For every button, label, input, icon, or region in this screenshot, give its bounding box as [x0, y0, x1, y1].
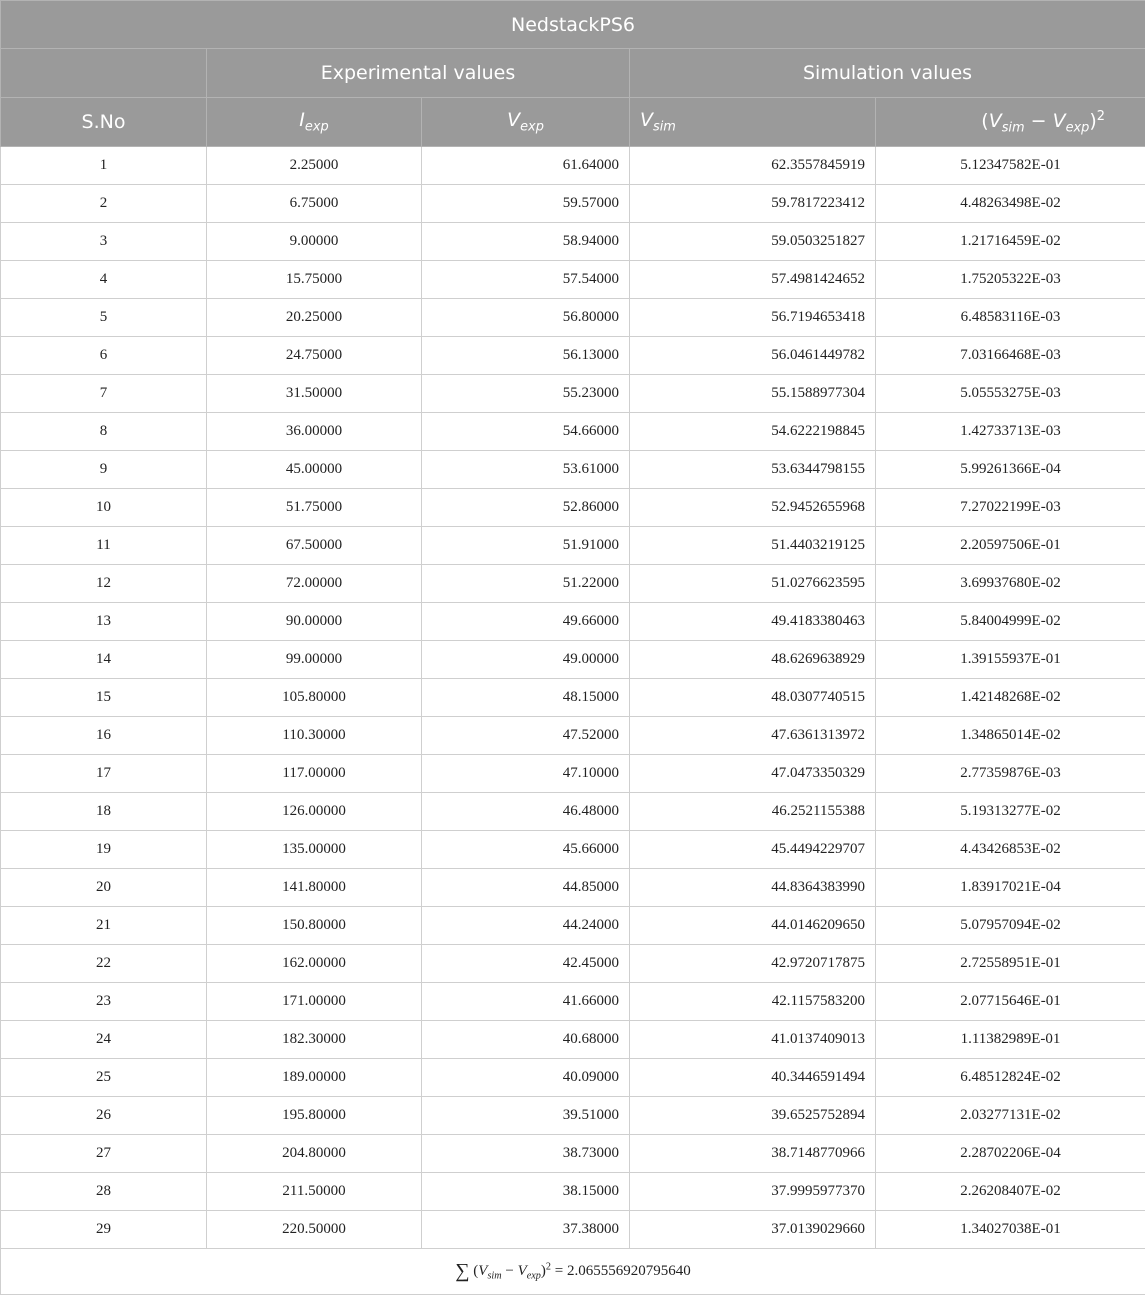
cell-sno: 25 — [1, 1059, 207, 1097]
cell-vsim: 37.0139029660 — [630, 1211, 876, 1249]
cell-squared-error: 1.42148268E-02 — [876, 679, 1145, 717]
cell-sno: 15 — [1, 679, 207, 717]
cell-vsim: 40.3446591494 — [630, 1059, 876, 1097]
cell-vsim: 51.0276623595 — [630, 565, 876, 603]
cell-vexp: 51.22000 — [422, 565, 630, 603]
cell-vsim: 42.1157583200 — [630, 983, 876, 1021]
cell-squared-error: 1.42733713E-03 — [876, 413, 1145, 451]
table-title: NedstackPS6 — [1, 1, 1145, 49]
vsim-subscript: sim — [653, 119, 676, 135]
sq-close: ) — [1089, 109, 1097, 132]
cell-squared-error: 1.39155937E-01 — [876, 641, 1145, 679]
table-row — [1, 717, 1145, 755]
cell-sno: 22 — [1, 945, 207, 983]
cell-vexp: 59.57000 — [422, 185, 630, 223]
sq-open: ( — [981, 109, 989, 132]
cell-iexp: 117.00000 — [207, 755, 422, 793]
cell-sno: 4 — [1, 261, 207, 299]
cell-sno: 1 — [1, 147, 207, 185]
cell-vexp: 56.13000 — [422, 337, 630, 375]
cell-squared-error: 5.19313277E-02 — [876, 793, 1145, 831]
sq-s2: exp — [1065, 120, 1090, 136]
table-row — [1, 1211, 1145, 1249]
cell-sno: 13 — [1, 603, 207, 641]
cell-vexp: 53.61000 — [422, 451, 630, 489]
simulation-group-header: Simulation values — [630, 49, 1145, 98]
cell-sno: 18 — [1, 793, 207, 831]
cell-vsim: 48.6269638929 — [630, 641, 876, 679]
cell-vexp: 48.15000 — [422, 679, 630, 717]
sum-equals: = — [554, 1263, 564, 1279]
cell-vexp: 41.66000 — [422, 983, 630, 1021]
cell-iexp: 220.50000 — [207, 1211, 422, 1249]
table-row — [1, 641, 1145, 679]
cell-squared-error: 2.77359876E-03 — [876, 755, 1145, 793]
sum-close: ) — [540, 1263, 546, 1279]
cell-sno: 21 — [1, 907, 207, 945]
cell-sno: 26 — [1, 1097, 207, 1135]
cell-vsim: 54.6222198845 — [630, 413, 876, 451]
table-row — [1, 299, 1145, 337]
cell-vsim: 59.0503251827 — [630, 223, 876, 261]
sum-value: 2.065556920795640 — [566, 1263, 691, 1279]
iexp-symbol: I — [299, 109, 305, 132]
iexp-subscript: exp — [304, 119, 329, 135]
sum-s1: sim — [487, 1270, 502, 1282]
cell-squared-error: 2.20597506E-01 — [876, 527, 1145, 565]
table-row — [1, 565, 1145, 603]
cell-squared-error: 5.07957094E-02 — [876, 907, 1145, 945]
cell-iexp: 204.80000 — [207, 1135, 422, 1173]
cell-vexp: 51.91000 — [422, 527, 630, 565]
table-row — [1, 755, 1145, 793]
sum-minus: − — [505, 1263, 514, 1279]
cell-iexp: 24.75000 — [207, 337, 422, 375]
cell-iexp: 150.80000 — [207, 907, 422, 945]
cell-iexp: 6.75000 — [207, 185, 422, 223]
cell-iexp: 211.50000 — [207, 1173, 422, 1211]
cell-sno: 12 — [1, 565, 207, 603]
cell-sno: 3 — [1, 223, 207, 261]
table-row — [1, 489, 1145, 527]
cell-squared-error: 1.21716459E-02 — [876, 223, 1145, 261]
cell-vexp: 42.45000 — [422, 945, 630, 983]
cell-vexp: 54.66000 — [422, 413, 630, 451]
cell-vsim: 51.4403219125 — [630, 527, 876, 565]
cell-vexp: 47.10000 — [422, 755, 630, 793]
sq-v2: V — [1052, 109, 1066, 132]
cell-squared-error: 7.27022199E-03 — [876, 489, 1145, 527]
cell-vsim: 39.6525752894 — [630, 1097, 876, 1135]
cell-sno: 11 — [1, 527, 207, 565]
cell-iexp: 189.00000 — [207, 1059, 422, 1097]
cell-sno: 2 — [1, 185, 207, 223]
cell-vsim: 37.9995977370 — [630, 1173, 876, 1211]
vsim-symbol: V — [640, 109, 653, 132]
table-row — [1, 907, 1145, 945]
cell-iexp: 2.25000 — [207, 147, 422, 185]
cell-iexp: 90.00000 — [207, 603, 422, 641]
cell-squared-error: 2.26208407E-02 — [876, 1173, 1145, 1211]
table-row — [1, 983, 1145, 1021]
cell-sno: 23 — [1, 983, 207, 1021]
cell-sno: 14 — [1, 641, 207, 679]
cell-squared-error: 1.34027038E-01 — [876, 1211, 1145, 1249]
cell-sno: 10 — [1, 489, 207, 527]
table-row — [1, 869, 1145, 907]
table-row — [1, 603, 1145, 641]
table-row — [1, 1059, 1145, 1097]
cell-iexp: 36.00000 — [207, 413, 422, 451]
cell-vsim: 56.0461449782 — [630, 337, 876, 375]
cell-vexp: 40.68000 — [422, 1021, 630, 1059]
cell-sno: 5 — [1, 299, 207, 337]
table-row — [1, 945, 1145, 983]
cell-vsim: 38.7148770966 — [630, 1135, 876, 1173]
cell-vexp: 37.38000 — [422, 1211, 630, 1249]
cell-vsim: 42.9720717875 — [630, 945, 876, 983]
cell-squared-error: 1.83917021E-04 — [876, 869, 1145, 907]
cell-iexp: 45.00000 — [207, 451, 422, 489]
vexp-symbol: V — [507, 109, 521, 132]
cell-squared-error: 6.48512824E-02 — [876, 1059, 1145, 1097]
cell-vexp: 52.86000 — [422, 489, 630, 527]
cell-squared-error: 2.28702206E-04 — [876, 1135, 1145, 1173]
table-footer — [1, 1249, 1145, 1295]
cell-vexp: 57.54000 — [422, 261, 630, 299]
cell-vexp: 46.48000 — [422, 793, 630, 831]
cell-sno: 7 — [1, 375, 207, 413]
table-row — [1, 793, 1145, 831]
sq-sup: 2 — [1096, 108, 1106, 124]
cell-squared-error: 3.69937680E-02 — [876, 565, 1145, 603]
cell-iexp: 171.00000 — [207, 983, 422, 1021]
table-row — [1, 261, 1145, 299]
cell-squared-error: 1.34865014E-02 — [876, 717, 1145, 755]
table-row — [1, 413, 1145, 451]
table-body — [1, 147, 1145, 1249]
cell-vsim: 56.7194653418 — [630, 299, 876, 337]
cell-vexp: 58.94000 — [422, 223, 630, 261]
col-header-vexp — [422, 98, 630, 147]
cell-iexp: 141.80000 — [207, 869, 422, 907]
cell-vexp: 44.85000 — [422, 869, 630, 907]
table-row — [1, 1173, 1145, 1211]
cell-sno: 16 — [1, 717, 207, 755]
cell-squared-error: 5.99261366E-04 — [876, 451, 1145, 489]
cell-vexp: 39.51000 — [422, 1097, 630, 1135]
col-header-squared-error — [876, 98, 1145, 147]
sq-v1: V — [988, 109, 1002, 132]
sno-group-spacer — [1, 49, 207, 98]
cell-iexp: 126.00000 — [207, 793, 422, 831]
cell-iexp: 110.30000 — [207, 717, 422, 755]
cell-sno: 19 — [1, 831, 207, 869]
sq-s1: sim — [1001, 120, 1025, 136]
table-row — [1, 451, 1145, 489]
cell-vsim: 44.8364383990 — [630, 869, 876, 907]
cell-iexp: 31.50000 — [207, 375, 422, 413]
cell-iexp: 67.50000 — [207, 527, 422, 565]
table-row — [1, 679, 1145, 717]
cell-vsim: 52.9452655968 — [630, 489, 876, 527]
cell-sno: 8 — [1, 413, 207, 451]
sum-sigma: ∑ — [455, 1260, 470, 1282]
cell-squared-error: 1.75205322E-03 — [876, 261, 1145, 299]
table-row — [1, 337, 1145, 375]
cell-squared-error: 2.07715646E-01 — [876, 983, 1145, 1021]
table-row — [1, 1021, 1145, 1059]
cell-iexp: 99.00000 — [207, 641, 422, 679]
cell-vsim: 53.6344798155 — [630, 451, 876, 489]
cell-sno: 9 — [1, 451, 207, 489]
cell-iexp: 135.00000 — [207, 831, 422, 869]
cell-squared-error: 2.72558951E-01 — [876, 945, 1145, 983]
cell-squared-error: 7.03166468E-03 — [876, 337, 1145, 375]
cell-iexp: 20.25000 — [207, 299, 422, 337]
vexp-subscript: exp — [520, 119, 544, 135]
cell-iexp: 72.00000 — [207, 565, 422, 603]
cell-vexp: 44.24000 — [422, 907, 630, 945]
cell-vsim: 44.0146209650 — [630, 907, 876, 945]
cell-sno: 24 — [1, 1021, 207, 1059]
table-row — [1, 527, 1145, 565]
cell-squared-error: 6.48583116E-03 — [876, 299, 1145, 337]
cell-iexp: 195.80000 — [207, 1097, 422, 1135]
cell-squared-error: 2.03277131E-02 — [876, 1097, 1145, 1135]
sum-open: ( — [473, 1263, 479, 1279]
cell-vsim: 62.3557845919 — [630, 147, 876, 185]
cell-vexp: 49.00000 — [422, 641, 630, 679]
sum-s2: exp — [526, 1270, 541, 1282]
cell-vexp: 47.52000 — [422, 717, 630, 755]
cell-vexp: 49.66000 — [422, 603, 630, 641]
col-header-sno: S.No — [1, 98, 207, 147]
sum-v1: V — [478, 1263, 488, 1279]
table-row — [1, 1097, 1145, 1135]
cell-sno: 28 — [1, 1173, 207, 1211]
table-row — [1, 375, 1145, 413]
cell-squared-error: 5.12347582E-01 — [876, 147, 1145, 185]
cell-vexp: 56.80000 — [422, 299, 630, 337]
cell-vsim: 59.7817223412 — [630, 185, 876, 223]
cell-squared-error: 5.84004999E-02 — [876, 603, 1145, 641]
table-row — [1, 147, 1145, 185]
table-row — [1, 831, 1145, 869]
cell-vexp: 55.23000 — [422, 375, 630, 413]
cell-vexp: 45.66000 — [422, 831, 630, 869]
cell-squared-error: 4.43426853E-02 — [876, 831, 1145, 869]
table-header — [1, 1, 1145, 147]
cell-sno: 17 — [1, 755, 207, 793]
experimental-group-header: Experimental values — [207, 49, 630, 98]
col-header-iexp — [207, 98, 422, 147]
cell-vsim: 55.1588977304 — [630, 375, 876, 413]
cell-squared-error: 4.48263498E-02 — [876, 185, 1145, 223]
table-row — [1, 223, 1145, 261]
cell-vsim: 47.6361313972 — [630, 717, 876, 755]
cell-iexp: 162.00000 — [207, 945, 422, 983]
cell-vexp: 38.15000 — [422, 1173, 630, 1211]
cell-iexp: 51.75000 — [207, 489, 422, 527]
cell-vexp: 40.09000 — [422, 1059, 630, 1097]
cell-vsim: 49.4183380463 — [630, 603, 876, 641]
col-header-vsim — [630, 98, 876, 147]
cell-iexp: 15.75000 — [207, 261, 422, 299]
cell-vsim: 48.0307740515 — [630, 679, 876, 717]
cell-vsim: 41.0137409013 — [630, 1021, 876, 1059]
cell-vexp: 38.73000 — [422, 1135, 630, 1173]
cell-vsim: 46.2521155388 — [630, 793, 876, 831]
cell-squared-error: 1.11382989E-01 — [876, 1021, 1145, 1059]
cell-sno: 6 — [1, 337, 207, 375]
cell-sno: 27 — [1, 1135, 207, 1173]
cell-vsim: 57.4981424652 — [630, 261, 876, 299]
cell-sno: 20 — [1, 869, 207, 907]
cell-vexp: 61.64000 — [422, 147, 630, 185]
cell-squared-error: 5.05553275E-03 — [876, 375, 1145, 413]
cell-vsim: 45.4494229707 — [630, 831, 876, 869]
sum-v2: V — [517, 1263, 527, 1279]
cell-sno: 29 — [1, 1211, 207, 1249]
sum-sup: 2 — [545, 1261, 551, 1273]
table-row — [1, 1135, 1145, 1173]
sum-of-squares-row — [1, 1249, 1145, 1295]
sq-minus: − — [1030, 109, 1047, 132]
cell-iexp: 182.30000 — [207, 1021, 422, 1059]
cell-iexp: 105.80000 — [207, 679, 422, 717]
table-row — [1, 185, 1145, 223]
cell-iexp: 9.00000 — [207, 223, 422, 261]
cell-vsim: 47.0473350329 — [630, 755, 876, 793]
